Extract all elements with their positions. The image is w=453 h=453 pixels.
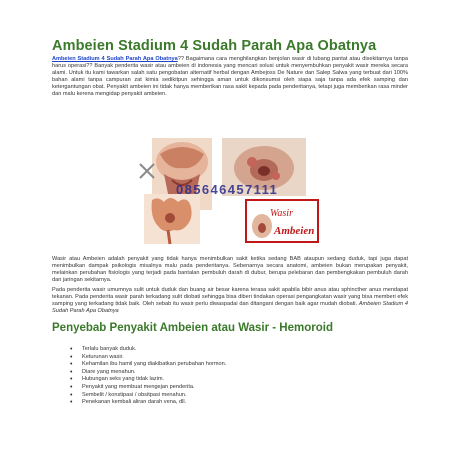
colon-image [144, 194, 200, 244]
list-item: • Terlalu banyak duduk. [70, 346, 370, 354]
body-paragraph-2 [52, 287, 408, 315]
intro-paragraph [52, 56, 408, 99]
page-title: Ambeien Stadium 4 Sudah Parah Apa Obatnya [52, 38, 377, 54]
intro-text: ?? Bagaimana cara menghilangkan benjolan wasir di lubang pantat atau disekitarnya tanpa harus operasi?? Banyak penderita wasir atau ambeien di indonesia yang mencari solusi untuk menyembuhkan penyakit wasir mereka secara alami. Untuk itu kami tawarkan salah satu pengobatan alternatif herbal dengan Ambejoss De Nature dan Salep Salwa yang terbuat dari 100% bahan alami tanpa campuran zat kimia sedikitpun sehingga aman untuk dikonsumsi oleh siapa saja tanpa ada efek samping dan ketergantungan obat. Penyakit ambeien ini tidak hanya memberikan rasa sakit kepada pada penderitanya, tetapi juga memberikan rasa minder dan malu kerena mengidap penyakit ambeien. [52, 56, 408, 98]
hemorrhoid-illustration [134, 134, 324, 246]
list-item: • Penekanan kembali aliran darah vena, dll. [70, 399, 370, 407]
list-item: • Diare yang menahun. [70, 369, 370, 377]
list-item: • Keturunan wasir. [70, 354, 370, 362]
body-paragraph-2-text: Pada penderita wasir umumnya sulit untuk duduk dan buang air besar karena terasa sakit apabila bibir anus atau sphincther anus mendapat tekanan. Pada penderita wasir parah terkadang sulit diobati sehingga bisa diberi tindakan operasi pengangkatan wasir yang bisa memberi efek samping yang terkadang tidak baik. Oleh sebab itu wasir perlu diwaspadai dan ditangani dengan baik agar mudah diobati. [52, 287, 408, 308]
svg-text:Wasir: Wasir [270, 208, 293, 219]
svg-text:Ambeien: Ambeien [274, 225, 315, 237]
list-item: • Hubungan seks yang tidak lazim. [70, 376, 370, 384]
wasir-ambeien-logo [246, 200, 318, 242]
list-item: • Penyakit yang membuat mengejan penderita. [70, 384, 370, 392]
phone-number: 085646457111 [176, 182, 279, 197]
title-link[interactable]: Ambeien Stadium 4 Sudah Parah Apa Obatnya [52, 56, 178, 62]
list-item: • Kehamilan ibu hamil yang diakibatkan perubahan hormon. [70, 361, 370, 369]
body-paragraph-1: Wasir atau Ambeien adalah penyakit yang tidak hanya menimbulkan sakit ketika sedang BAB ataupun sedang duduk, tapi juga dapat menimbulkan dampak psikologis misalnya malu pada penderitanya. Sebenarnya secara anatomi, ambeien bukan merupakan penyakit, melainkan perubahan fisiologis yang terjadi pada bantalan pembuluh darah di dubur, berupa pelebaran dan pembengkakan pembuluh darah dan jaringan sekitarnya. [52, 256, 408, 284]
causes-list [70, 346, 370, 407]
section-heading-causes: Penyebab Penyakit Ambeien atau Wasir - Hemoroid [52, 322, 333, 334]
list-item: • Sembelit / konstipasi / obsitpasi menahun. [70, 392, 370, 400]
body-paragraph-2-keyword: Ambeien Stadium 4 Sudah Parah Apa Obatnya [52, 301, 408, 315]
